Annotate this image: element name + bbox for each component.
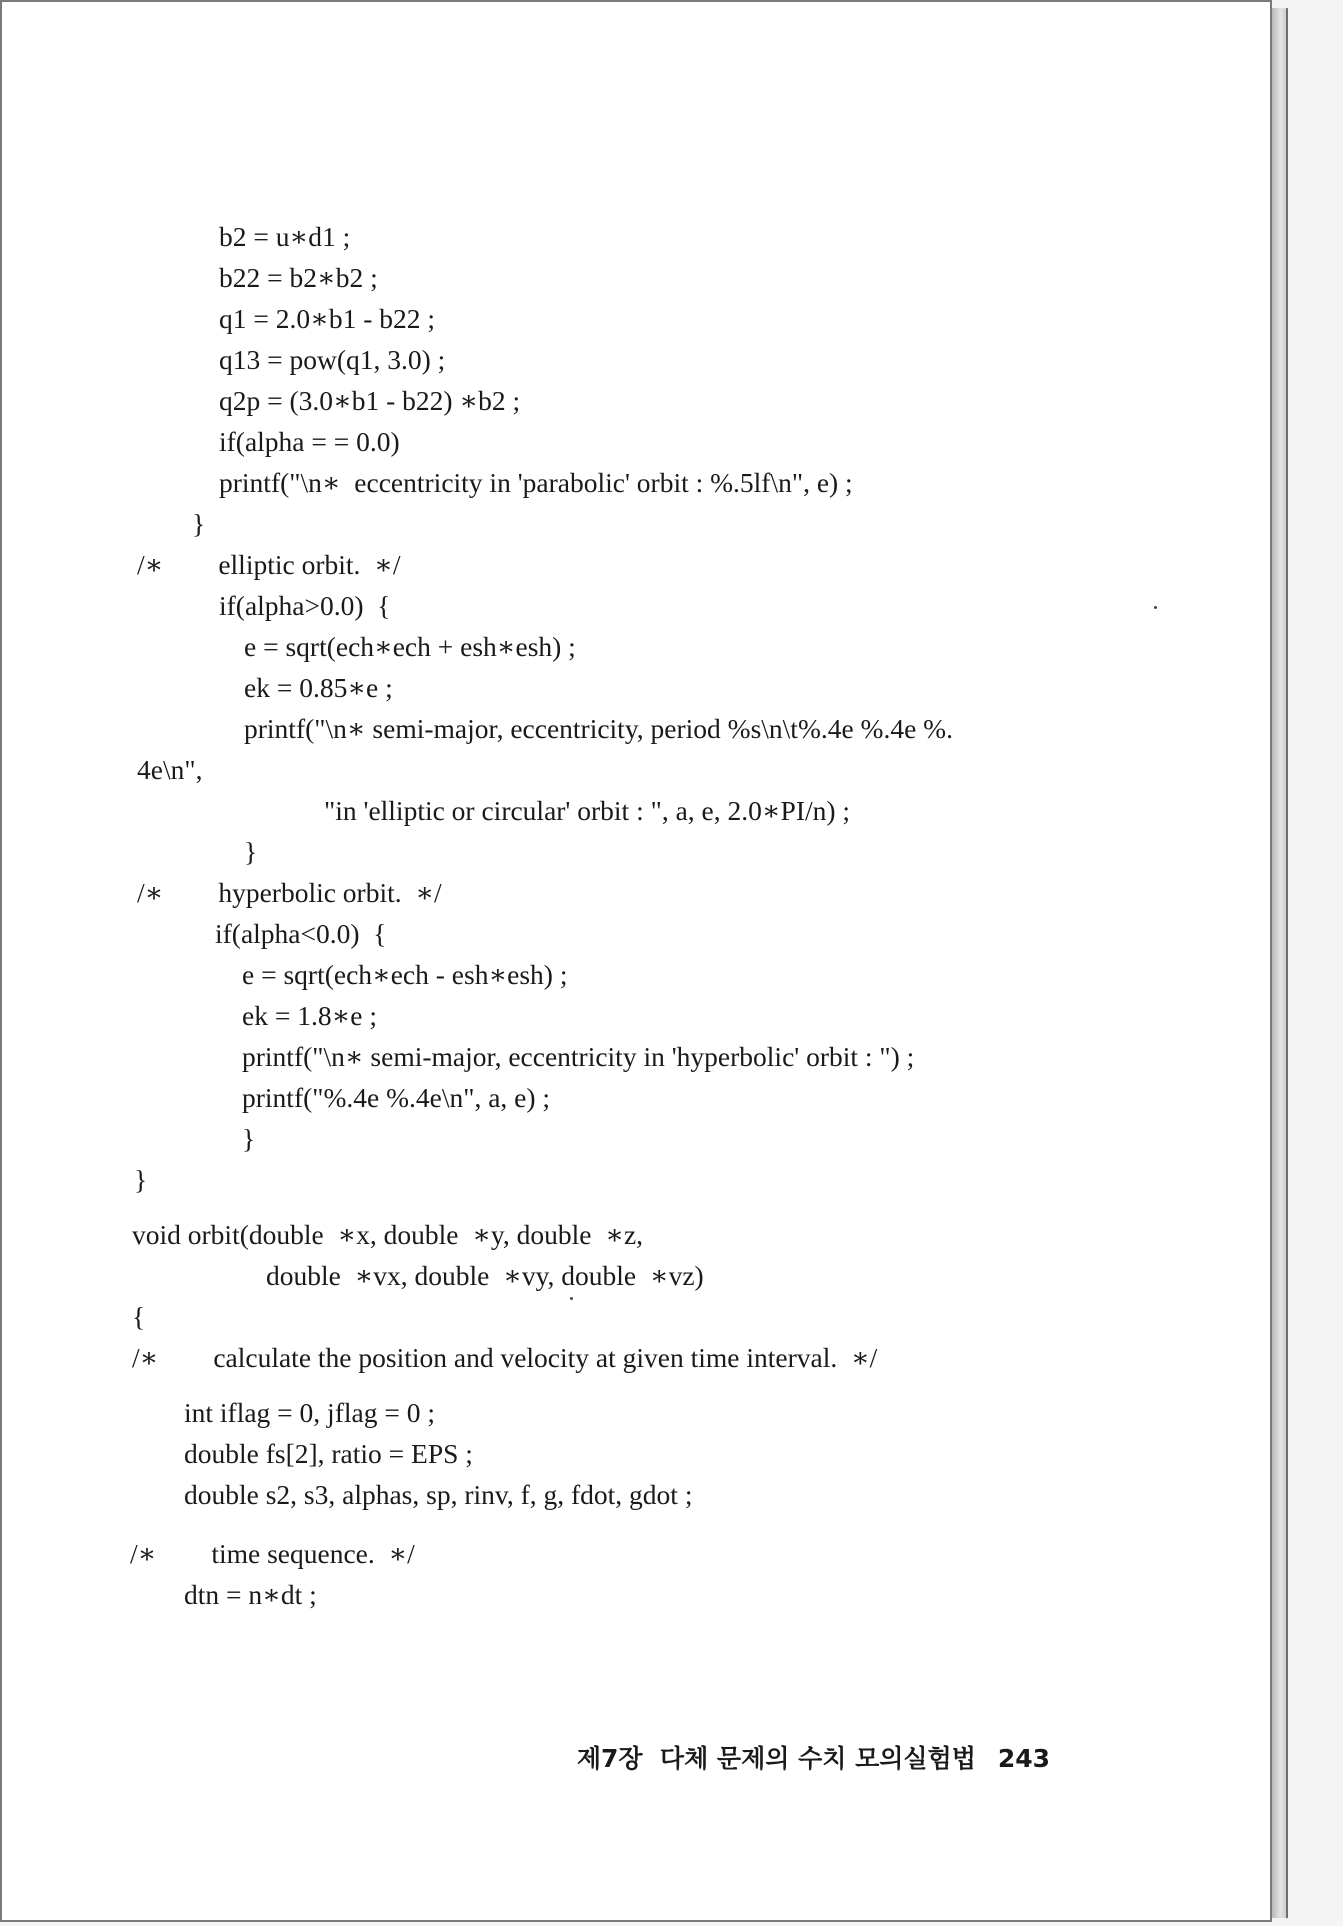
code-line: q13 = pow(q1, 3.0) ; (219, 344, 446, 375)
code-line: printf("\n∗ eccentricity in 'parabolic' orbit : %.5lf\n", e) ; (219, 467, 853, 498)
code-line: b2 = u∗d1 ; (219, 221, 351, 252)
print-speck (1154, 606, 1157, 609)
page-footer (542, 1710, 1050, 1804)
code-line: q2p = (3.0∗b1 - b22) ∗b2 ; (219, 385, 521, 416)
code-line: if(alpha<0.0) { (215, 918, 387, 949)
code-line: double fs[2], ratio = EPS ; (184, 1438, 473, 1469)
code-line: void orbit(double ∗x, double ∗y, double ∗z, (132, 1219, 644, 1250)
code-line: double s2, s3, alphas, sp, rinv, f, g, fdot, gdot ; (184, 1479, 693, 1510)
code-line: printf("\n∗ semi-major, eccentricity, period %s\n\t%.4e %.4e %. (244, 713, 953, 744)
print-speck (570, 1297, 573, 1300)
page-number: 243 (997, 1744, 1051, 1773)
code-line: double ∗vx, double ∗vy, double ∗vz) (266, 1260, 704, 1291)
code-comment: /∗ calculate the position and velocity at given time interval. ∗/ (132, 1342, 878, 1373)
code-line: 4e\n", (137, 754, 203, 785)
code-comment: /∗ hyperbolic orbit. ∗/ (137, 877, 442, 908)
code-comment: /∗ elliptic orbit. ∗/ (137, 549, 401, 580)
code-line: } (134, 1164, 148, 1195)
code-line: } (244, 836, 258, 867)
code-line: b22 = b2∗b2 ; (219, 262, 378, 293)
code-line: ek = 0.85∗e ; (244, 672, 393, 703)
code-line: q1 = 2.0∗b1 - b22 ; (219, 303, 435, 334)
code-line: e = sqrt(ech∗ech + esh∗esh) ; (244, 631, 576, 662)
page-edge (1272, 8, 1288, 1918)
code-line: if(alpha = = 0.0) (219, 426, 400, 457)
code-line: dtn = n∗dt ; (184, 1579, 317, 1610)
code-line: { (132, 1301, 146, 1332)
code-line: e = sqrt(ech∗ech - esh∗esh) ; (242, 959, 568, 990)
chapter-title: 제7장 다체 문제의 수치 모의실험법 (576, 1744, 976, 1773)
code-line: int iflag = 0, jflag = 0 ; (184, 1397, 435, 1428)
code-line: printf("\n∗ semi-major, eccentricity in 'hyperbolic' orbit : ") ; (242, 1041, 915, 1072)
code-comment: /∗ time sequence. ∗/ (130, 1538, 415, 1569)
code-line: if(alpha>0.0) { (219, 590, 391, 621)
code-line: } (192, 508, 206, 539)
code-line: printf("%.4e %.4e\n", a, e) ; (242, 1082, 551, 1113)
code-line: } (242, 1123, 256, 1154)
code-line: ek = 1.8∗e ; (242, 1000, 378, 1031)
code-line: "in 'elliptic or circular' orbit : ", a, e, 2.0∗PI/n) ; (324, 795, 851, 826)
